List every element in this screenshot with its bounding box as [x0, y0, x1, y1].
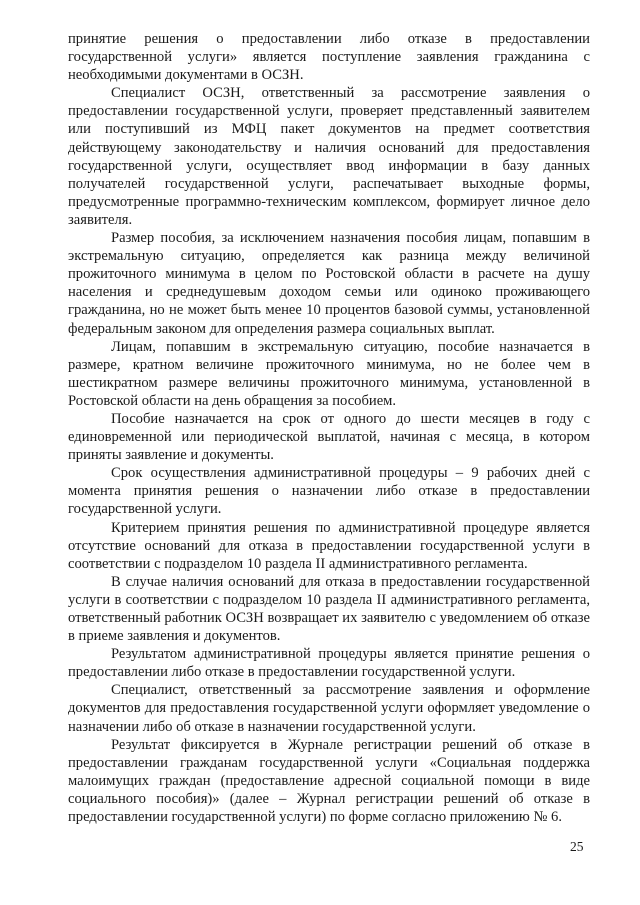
- document-body: [68, 30, 590, 826]
- paragraph-extreme-situation: Лицам, попавшим в экстремальную ситуацию, пособие назначается в размере, кратном величине прожиточного минимума, но не более чем в шестикратном размере величины прожиточного минимума, установленной в Ростовской области на день обращения за пособием.: [68, 338, 590, 409]
- paragraph-decision-criterion: Критерием принятия решения по административной процедуре является отсутствие оснований для отказа в предоставлении государственной услуги в соответствии с подразделом 10 раздела II административного регламента.: [68, 519, 590, 572]
- paragraph-benefit-amount: Размер пособия, за исключением назначения пособия лицам, попавшим в экстремальную ситуацию, определяется как разница между величиной прожиточного минимума в целом по Ростовской области в расчете на душу населения и среднедушевым доходом семьи или одиноко проживающего гражданина, но не может быть менее 10 процентов базовой суммы, установленной федеральным законом для определения размера социальных выплат.: [68, 230, 590, 337]
- paragraph-continuation: принятие решения о предоставлении либо отказе в предоставлении государственной услуги» является поступление заявления гражданина с необходимыми документами в ОСЗН.: [68, 31, 590, 84]
- paragraph-procedure-deadline: Срок осуществления административной процедуры – 9 рабочих дней с момента принятия решения о назначении либо отказе в предоставлении государственной услуги.: [68, 465, 590, 518]
- paragraph-notification: Специалист, ответственный за рассмотрение заявления и оформление документов для предоставления государственной услуги оформляет уведомление о назначении либо об отказе в назначении государственной услуги.: [68, 682, 590, 735]
- paragraph-refusal-grounds: В случае наличия оснований для отказа в предоставлении государственной услуги в соответствии с подразделом 10 раздела II административного регламента, ответственный работник ОСЗН возвращает их заявителю с уведомлением об отказе в приеме заявления и документов.: [68, 573, 590, 645]
- page-number: 25: [570, 839, 584, 854]
- paragraph-benefit-term: Пособие назначается на срок от одного до шести месяцев в году с единовременной или периодической выплатой, начиная с месяца, в котором приняты заявление и документы.: [68, 410, 590, 464]
- paragraph-specialist-review: Специалист ОСЗН, ответственный за рассмотрение заявления о предоставлении государственной услуги, проверяет представленный заявителем или поступивший из МФЦ пакет документов на предмет соответствия действующему законодательству и наличия оснований для предоставления государственной услуги, осуществляет ввод информации в базу данных получателей государственной услуги, распечатывает выходные формы, предусмотренные программно-техническим комплексом, формирует личное дело заявителя.: [68, 85, 590, 228]
- paragraph-registration-journal: Результат фиксируется в Журнале регистрации решений об отказе в предоставлении гражданам государственной услуги «Социальная поддержка малоимущих граждан (предоставление адресной социальной помощи в виде социального пособия)» (далее – Журнал регистрации решений об отказе в предоставлении государственной услуги) по форме согласно приложению № 6.: [68, 736, 590, 826]
- paragraph-procedure-result: Результатом административной процедуры является принятие решения о предоставлении либо отказе в предоставлении государственной услуги.: [68, 646, 590, 681]
